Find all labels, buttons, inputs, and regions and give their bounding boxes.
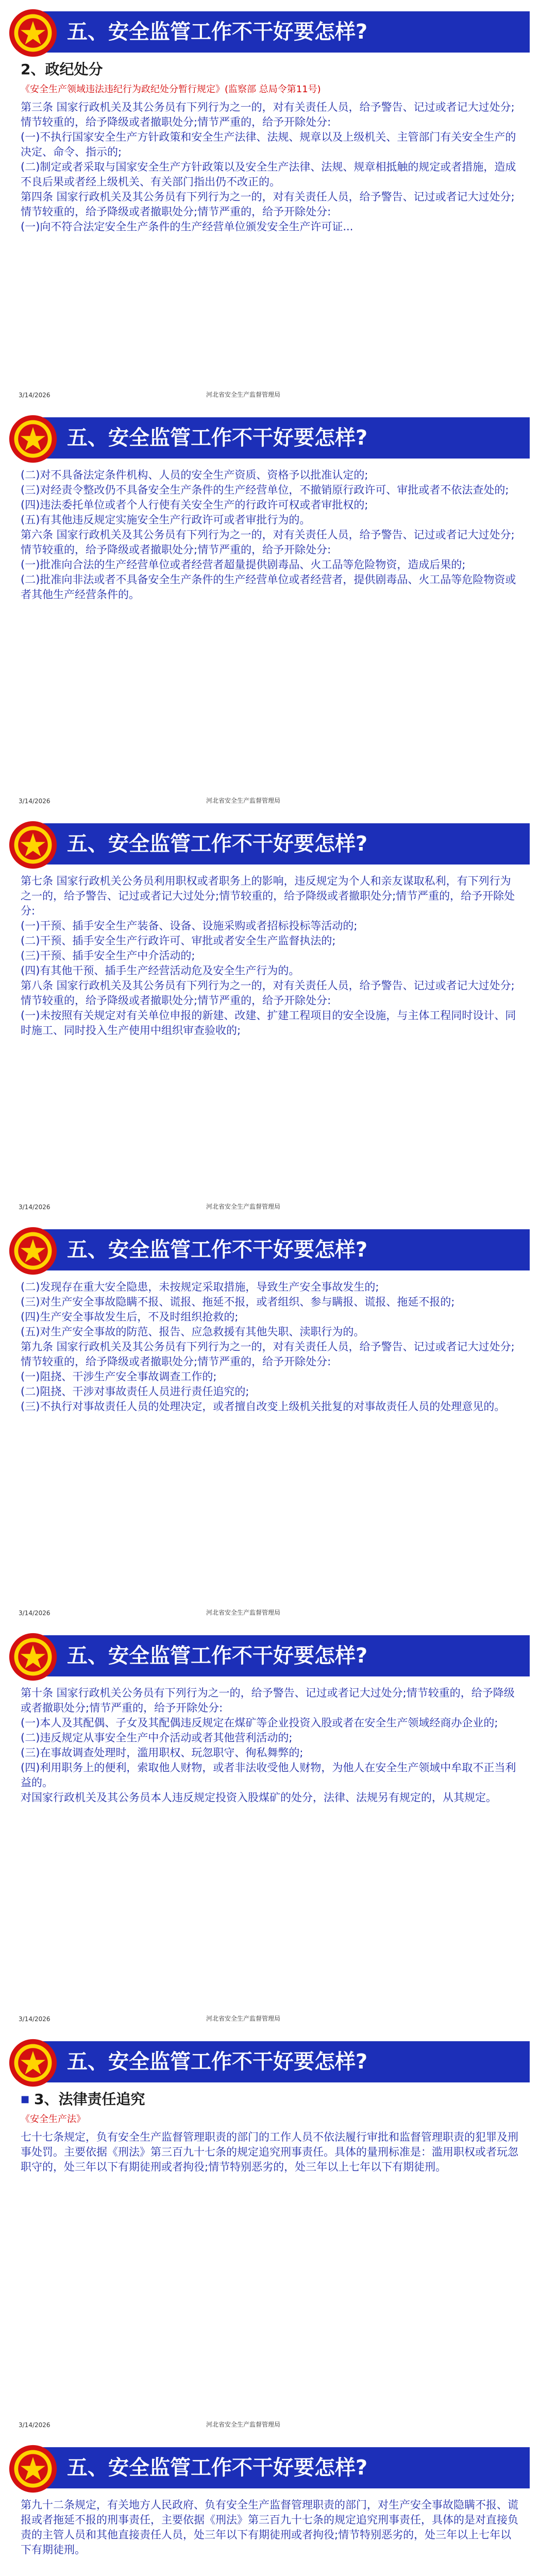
slide-title: 五、安全监管工作不干好要怎样? [67,2456,368,2480]
section-heading: 3、法律责任追究 [34,2091,145,2108]
slide-body [21,468,519,602]
footer-org: 河北省安全生产监督管理局 [206,1203,281,1210]
paragraph: (五)对生产安全事故的防范、报告、应急救援有其他失职、渎职行为的。 [21,1326,365,1338]
paragraph: 第九条 国家行政机关及其公务员有下列行为之一的，对有关责任人员，给予警告、记过或者记大过处分;情节较重的，给予降级或者撤职处分;情节严重的，给予开除处分: [21,1341,515,1368]
paragraph: 七十七条规定，负有安全生产监督管理职责的部门的工作人员不依法履行审批和监督管理职责的犯罪及刑事处罚。主要依据《刑法》第三百九十七条的规定追究刑事责任。具体的量刑标准是：滥用职权或者玩忽职守的，处三年以下有期徒刑或者拘役;情节特别恶劣的，处三年以上七年以下有期徒刑。 [21,2131,518,2173]
paragraph: (二)批准向非法或者不具备安全生产条件的生产经营单位或者经营者，提供剧毒品、火工品等危险物资或者其他生产经营条件的。 [21,573,516,601]
paragraph: (三)干预、插手安全生产中介活动的; [21,950,195,962]
slide-body [21,1280,519,1414]
paragraph: 对国家行政机关及其公务员本人违反规定投资入股煤矿的处分，法律、法规另有规定的，从其规定。 [21,1791,497,1804]
slide-body [21,62,519,234]
paragraph: 第九十二条规定，有关地方人民政府、负有安全生产监督管理职责的部门，对生产安全事故隐瞒不报、谎报或者拖延不报的刑事责任，主要依据《刑法》第三百九十七条的规定追究刑事责任，具体的是对直接负责的主管人员和其他直接责任人员，处三年以下有期徒刑或者拘役;情节特别恶劣的，处三年以上七年以下有期徒刑。 [21,2499,518,2556]
emblem-icon [8,2444,58,2494]
emblem-icon [8,1632,58,1682]
slide-title: 五、安全监管工作不干好要怎样? [67,1644,368,1668]
law-title: 《安全生产领域违法违纪行为政纪处分暂行规定》(监察部 总局令第11号) [21,84,321,95]
slide-5 [0,1624,540,2030]
bullet-item [21,2092,519,2112]
paragraph: (一)不执行国家安全生产方针政策和安全生产法律、法规、规章以及上级机关、主管部门有关安全生产的决定、命令、指示的; [21,131,516,158]
emblem-icon [8,8,58,58]
paragraph: (五)有其他违反规定实施安全生产行政许可或者审批行为的。 [21,514,311,526]
slide-body [21,874,519,1038]
emblem-icon [8,820,58,870]
emblem-icon [8,1226,58,1276]
slide-body [21,2498,519,2557]
paragraph: (二)对不具备法定条件机构、人员的安全生产资质、资格予以批准认定的; [21,469,368,481]
paragraph: (一)阻挠、干涉生产安全事故调查工作的; [21,1370,217,1383]
paragraph: (一)批准向合法的生产经营单位或者经营者超量提供剧毒品、火工品等危险物资，造成后果的; [21,558,466,571]
footer-date: 3/14/2026 [19,2015,50,2023]
footer-date: 3/14/2026 [19,2421,50,2429]
slide-7 [0,2436,540,2576]
law-title: 《安全生产法》 [21,2114,86,2125]
paragraph: (一)干预、插手安全生产装备、设备、设施采购或者招标投标等活动的; [21,920,358,932]
footer-org: 河北省安全生产监督管理局 [206,391,281,398]
emblem-icon [8,2038,58,2088]
footer-date: 3/14/2026 [19,1609,50,1617]
paragraph: (二)制定或者采取与国家安全生产方针政策以及安全生产法律、法规、规章相抵触的规定或者措施，造成不良后果或者经上级机关、有关部门指出仍不改正的。 [21,161,516,188]
slide-4 [0,1218,540,1624]
footer-date: 3/14/2026 [19,392,50,399]
slide-title: 五、安全监管工作不干好要怎样? [67,20,368,44]
footer-org: 河北省安全生产监督管理局 [206,797,281,804]
bullet-icon: ■ [21,2094,30,2105]
slide-title: 五、安全监管工作不干好要怎样? [67,832,368,856]
paragraph: (四)有其他干预、插手生产经营活动危及安全生产行为的。 [21,964,300,977]
paragraph: 第七条 国家行政机关公务员利用职权或者职务上的影响，违反规定为个人和亲友谋取私利，有下列行为之一的，给予警告、记过或者记大过处分;情节较重的，给予降级或者撤职处分;情节严重的，给予开除处分: [21,875,515,917]
slide-6 [0,2030,540,2436]
slide-3 [0,812,540,1218]
paragraph: (三)不执行对事故责任人员的处理决定，或者擅自改变上级机关批复的对事故责任人员的处理意见的。 [21,1400,505,1413]
paragraph: 第三条 国家行政机关及其公务员有下列行为之一的，对有关责任人员，给予警告、记过或者记大过处分;情节较重的，给予降级或者撤职处分;情节严重的，给予开除处分: [21,101,515,128]
emblem-icon [8,414,58,464]
paragraph: (一)向不符合法定安全生产条件的生产经营单位颁发安全生产许可证... [21,221,353,233]
paragraph: (二)发现存在重大安全隐患，未按规定采取措施，导致生产安全事故发生的; [21,1281,379,1293]
paragraph: (四)违法委托单位或者个人行使有关安全生产的行政许可权或者审批权的; [21,499,368,511]
slide-body [21,2092,519,2175]
footer-date: 3/14/2026 [19,798,50,805]
paragraph: (三)对生产安全事故隐瞒不报、谎报、拖延不报，或者组织、参与瞒报、谎报、拖延不报的; [21,1296,455,1308]
slide-body [21,1686,519,1805]
paragraph: (二)违反规定从事安全生产中介活动或者其他营利活动的; [21,1732,293,1744]
footer-org: 河北省安全生产监督管理局 [206,1609,281,1616]
paragraph: (三)对经责令整改仍不具备安全生产条件的生产经营单位，不撤销原行政许可、审批或者不依法查处的; [21,484,509,496]
paragraph: (四)利用职务上的便利，索取他人财物，或者非法收受他人财物，为他人在安全生产领域中牟取不正当利益的。 [21,1761,516,1789]
paragraph: 第十条 国家行政机关公务员有下列行为之一的，给予警告、记过或者记大过处分;情节较重的，给予降级或者撤职处分;情节严重的，给予开除处分: [21,1687,515,1714]
paragraph: (一)未按照有关规定对有关单位申报的新建、改建、扩建工程项目的安全设施，与主体工程同时设计、同时施工、同时投入生产使用中组织审查验收的; [21,1009,516,1037]
slide-1 [0,0,540,406]
paragraph: (二)阻挠、干涉对事故责任人员进行责任追究的; [21,1385,249,1398]
section-heading: 2、政纪处分 [21,61,103,78]
paragraph: (三)在事故调查处理时，滥用职权、玩忽职守、徇私舞弊的; [21,1747,303,1759]
paragraph: 第四条 国家行政机关及其公务员有下列行为之一的，对有关责任人员，给予警告、记过或者记大过处分;情节较重的，给予降级或者撤职处分;情节严重的，给予开除处分: [21,191,515,218]
paragraph: (一)本人及其配偶、子女及其配偶违反规定在煤矿等企业投资入股或者在安全生产领域经商办企业的; [21,1717,498,1729]
footer-org: 河北省安全生产监督管理局 [206,2015,281,2022]
slide-title: 五、安全监管工作不干好要怎样? [67,2050,368,2074]
slide-title: 五、安全监管工作不干好要怎样? [67,1238,368,1262]
paragraph: 第八条 国家行政机关及其公务员有下列行为之一的，对有关责任人员，给予警告、记过或者记大过处分;情节较重的，给予降级或者撤职处分;情节严重的，给予开除处分: [21,979,515,1007]
slide-2 [0,406,540,812]
slide-title: 五、安全监管工作不干好要怎样? [67,426,368,450]
paragraph: 第六条 国家行政机关及其公务员有下列行为之一的，对有关责任人员，给予警告、记过或者记大过处分;情节较重的，给予降级或者撤职处分;情节严重的，给予开除处分: [21,529,515,556]
paragraph: (二)干预、插手安全生产行政许可、审批或者安全生产监督执法的; [21,935,336,947]
footer-org: 河北省安全生产监督管理局 [206,2421,281,2428]
footer-date: 3/14/2026 [19,1204,50,1211]
paragraph: (四)生产安全事故发生后，不及时组织抢救的; [21,1311,239,1323]
